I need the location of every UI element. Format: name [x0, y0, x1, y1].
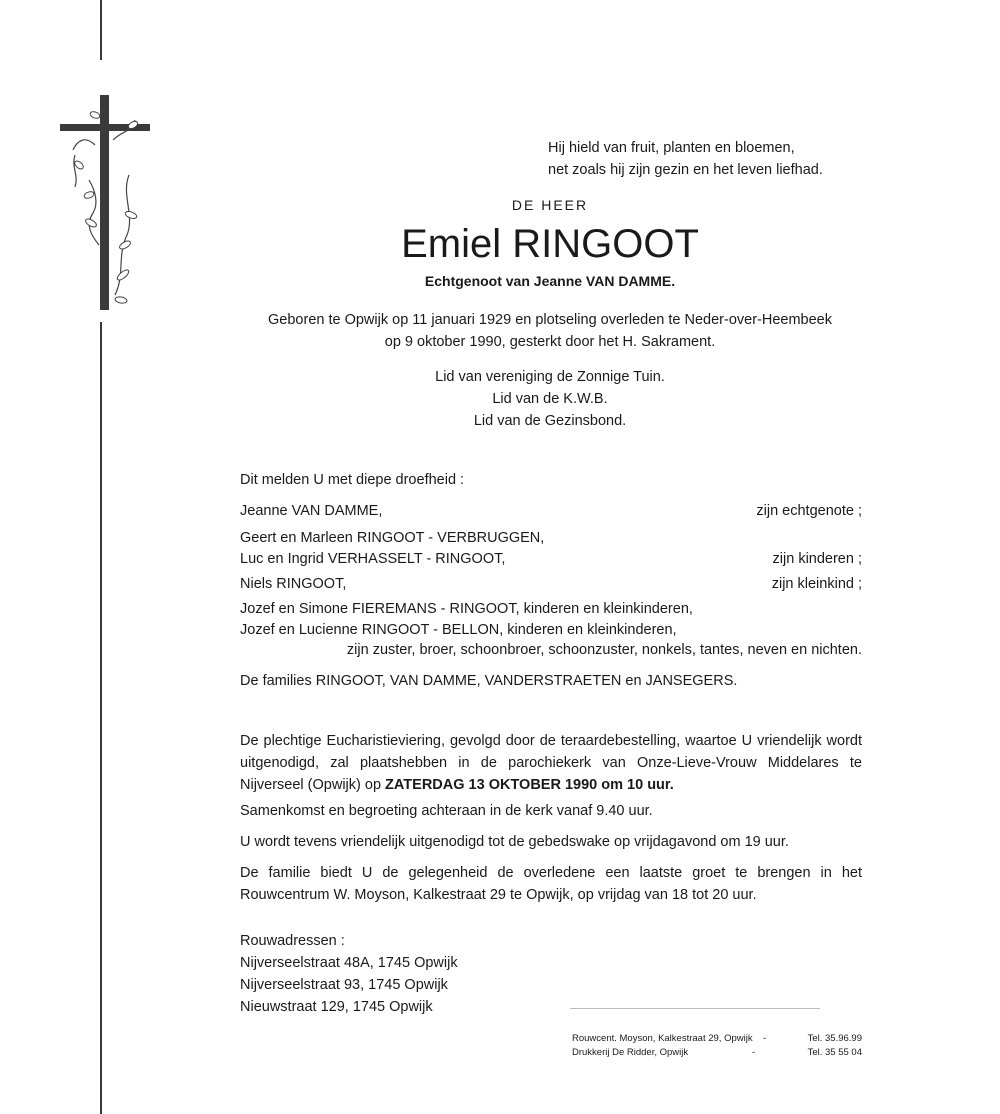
quote-line-2: net zoals hij zijn gezin en het leven liefhad. [548, 162, 823, 178]
announcement-intro [240, 469, 862, 491]
family-relation: zijn zuster, broer, schoonbroer, schoonzuster, nonkels, tantes, neven en nichten. [346, 642, 862, 658]
printer-name: Drukkerij De Ridder, Opwijk [572, 1047, 689, 1058]
ceremony-date: ZATERDAG 13 OKTOBER 1990 om 10 uur. [385, 777, 674, 793]
family-relation: zijn echtgenote ; [756, 503, 862, 519]
family-row [240, 639, 862, 661]
memberships [200, 366, 900, 432]
family-row [240, 548, 862, 570]
family-relation: zijn kinderen ; [772, 551, 862, 567]
family-row [240, 619, 862, 641]
printer-divider [570, 1008, 820, 1009]
funeral-home-phone: Tel. 35.96.99 [807, 1033, 862, 1044]
mourning-addresses [240, 930, 458, 1018]
family-name: Jozef en Simone FIEREMANS - RINGOOT, kinderen en kleinkinderen, [240, 601, 693, 617]
farewell-paragraph: De familie biedt U de gelegenheid de overledene een laatste groet te brengen in het Rouwcentrum W. Moyson, Kalkestraat 29 te Opwijk, op vrijdag van 18 tot 20 uur. [240, 865, 862, 903]
birth-line-1: Geboren te Opwijk op 11 januari 1929 en plotseling overleden te Neder-over-Heembeek [268, 312, 832, 328]
spouse-line: Echtgenoot van Jeanne VAN DAMME. [424, 273, 676, 289]
gathering-paragraph: Samenkomst en begroeting achteraan in de kerk vanaf 9.40 uur. [240, 803, 653, 819]
family-relation: zijn kleinkind ; [771, 576, 862, 592]
printer-line-1 [572, 1032, 862, 1046]
opening-quote [548, 137, 823, 181]
membership-item: Lid van de K.W.B. [492, 391, 608, 407]
birth-line-2: op 9 oktober 1990, gesterkt door het H. Sakrament. [384, 334, 716, 350]
ceremony-paragraph [240, 730, 862, 796]
address-item: Nijverseelstraat 48A, 1745 Opwijk [240, 955, 458, 971]
family-name: Luc en Ingrid VERHASSELT - RINGOOT, [240, 551, 506, 567]
funeral-home: Rouwcent. Moyson, Kalkestraat 29, Opwijk [572, 1033, 753, 1044]
ceremony-text: De plechtige Eucharistieviering, gevolgd door de teraardebestelling, waartoe U vriendelijk wordt uitgenodigd, zal plaatshebben in de parochiekerk van Onze-Lieve-Vrouw Middelares te Nijverseel (Opwijk) op [240, 733, 862, 793]
separator: - [752, 1047, 756, 1058]
family-row [240, 598, 862, 620]
birth-death-info [200, 309, 900, 353]
printer-line-2 [572, 1046, 862, 1060]
family-name: Jozef en Lucienne RINGOOT - BELLON, kinderen en kleinkinderen, [240, 622, 677, 638]
addresses-label: Rouwadressen : [240, 933, 345, 949]
family-name: Jeanne VAN DAMME, [240, 503, 383, 519]
families-line [240, 670, 862, 692]
vertical-rule-top [100, 0, 102, 60]
address-item: Nieuwstraat 129, 1745 Opwijk [240, 999, 433, 1015]
family-row [240, 573, 862, 595]
separator: - [763, 1033, 767, 1044]
honorific: DE HEER [511, 197, 589, 213]
family-name: Niels RINGOOT, [240, 576, 347, 592]
family-name: Geert en Marleen RINGOOT - VERBRUGGEN, [240, 530, 545, 546]
address-item: Nijverseelstraat 93, 1745 Opwijk [240, 977, 448, 993]
quote-line-1: Hij hield van fruit, planten en bloemen, [548, 140, 795, 156]
family-row [240, 500, 862, 522]
families-text: De families RINGOOT, VAN DAMME, VANDERSTRAETEN en JANSEGERS. [240, 673, 738, 689]
membership-item: Lid van vereniging de Zonnige Tuin. [435, 369, 665, 385]
printer-phone: Tel. 35 55 04 [807, 1047, 862, 1058]
vigil-paragraph: U wordt tevens vriendelijk uitgenodigd tot de gebedswake op vrijdagavond om 19 uur. [240, 834, 789, 850]
family-row [240, 527, 862, 549]
deceased-name: Emiel RINGOOT [401, 222, 699, 266]
intro-text: Dit melden U met diepe droefheid : [240, 472, 465, 488]
vertical-rule-bottom [100, 322, 102, 1114]
membership-item: Lid van de Gezinsbond. [473, 413, 627, 429]
